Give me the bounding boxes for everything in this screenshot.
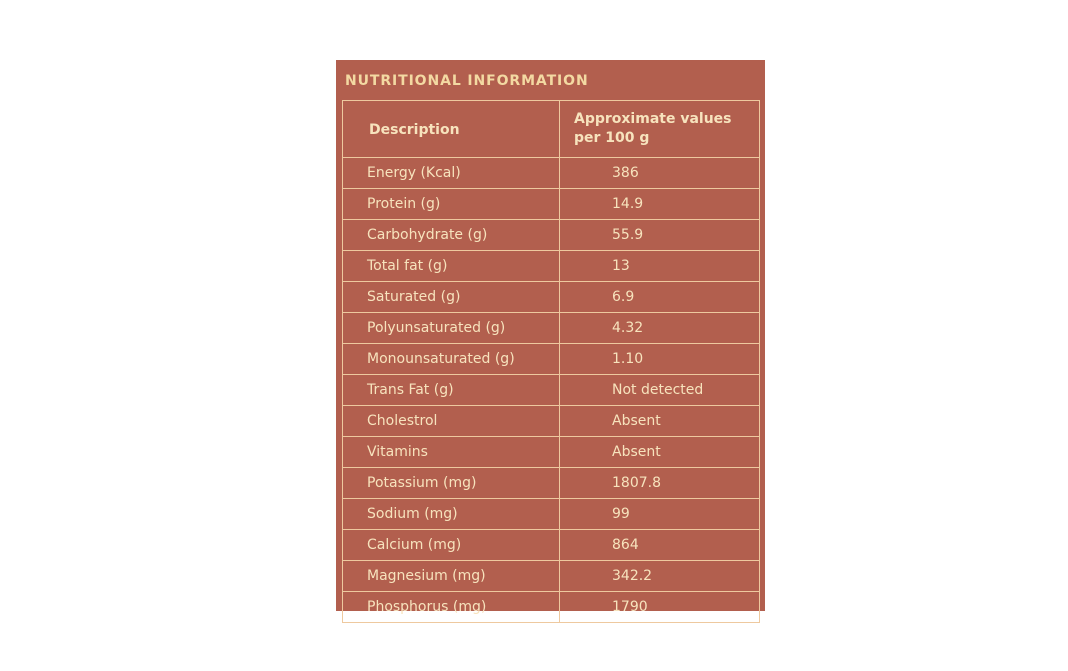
table-row	[343, 189, 760, 220]
row-value: 1807.8	[560, 468, 760, 499]
row-value: 13	[560, 251, 760, 282]
table-header-row	[343, 101, 760, 158]
row-value: 14.9	[560, 189, 760, 220]
row-value: 1.10	[560, 344, 760, 375]
table-row	[343, 344, 760, 375]
table-row	[343, 158, 760, 189]
panel-title: NUTRITIONAL INFORMATION	[345, 73, 589, 89]
nutrition-table	[342, 100, 760, 623]
row-value: 6.9	[560, 282, 760, 313]
row-value: 386	[560, 158, 760, 189]
row-value: Absent	[560, 437, 760, 468]
row-description: Monounsaturated (g)	[343, 344, 560, 375]
row-description: Polyunsaturated (g)	[343, 313, 560, 344]
row-value: 1790	[560, 592, 760, 623]
row-value: 342.2	[560, 561, 760, 592]
row-description: Trans Fat (g)	[343, 375, 560, 406]
row-description: Energy (Kcal)	[343, 158, 560, 189]
row-description: Sodium (mg)	[343, 499, 560, 530]
table-body	[343, 158, 760, 623]
table-row	[343, 468, 760, 499]
table-row	[343, 530, 760, 561]
table-row	[343, 499, 760, 530]
row-value: Not detected	[560, 375, 760, 406]
table-row	[343, 437, 760, 468]
row-description: Saturated (g)	[343, 282, 560, 313]
row-description: Calcium (mg)	[343, 530, 560, 561]
row-description: Carbohydrate (g)	[343, 220, 560, 251]
table-row	[343, 561, 760, 592]
row-description: Cholestrol	[343, 406, 560, 437]
table-row	[343, 406, 760, 437]
header-description: Description	[343, 101, 560, 158]
table-row	[343, 313, 760, 344]
table-row	[343, 375, 760, 406]
table-row	[343, 592, 760, 623]
row-description: Phosphorus (mg)	[343, 592, 560, 623]
table-row	[343, 251, 760, 282]
row-value: 55.9	[560, 220, 760, 251]
nutrition-panel	[336, 60, 765, 615]
row-value: Absent	[560, 406, 760, 437]
row-value: 99	[560, 499, 760, 530]
row-description: Potassium (mg)	[343, 468, 560, 499]
row-description: Vitamins	[343, 437, 560, 468]
row-value: 4.32	[560, 313, 760, 344]
table-row	[343, 220, 760, 251]
row-description: Protein (g)	[343, 189, 560, 220]
row-description: Magnesium (mg)	[343, 561, 560, 592]
row-description: Total fat (g)	[343, 251, 560, 282]
table-row	[343, 282, 760, 313]
row-value: 864	[560, 530, 760, 561]
header-values: Approximate values per 100 g	[560, 101, 760, 158]
